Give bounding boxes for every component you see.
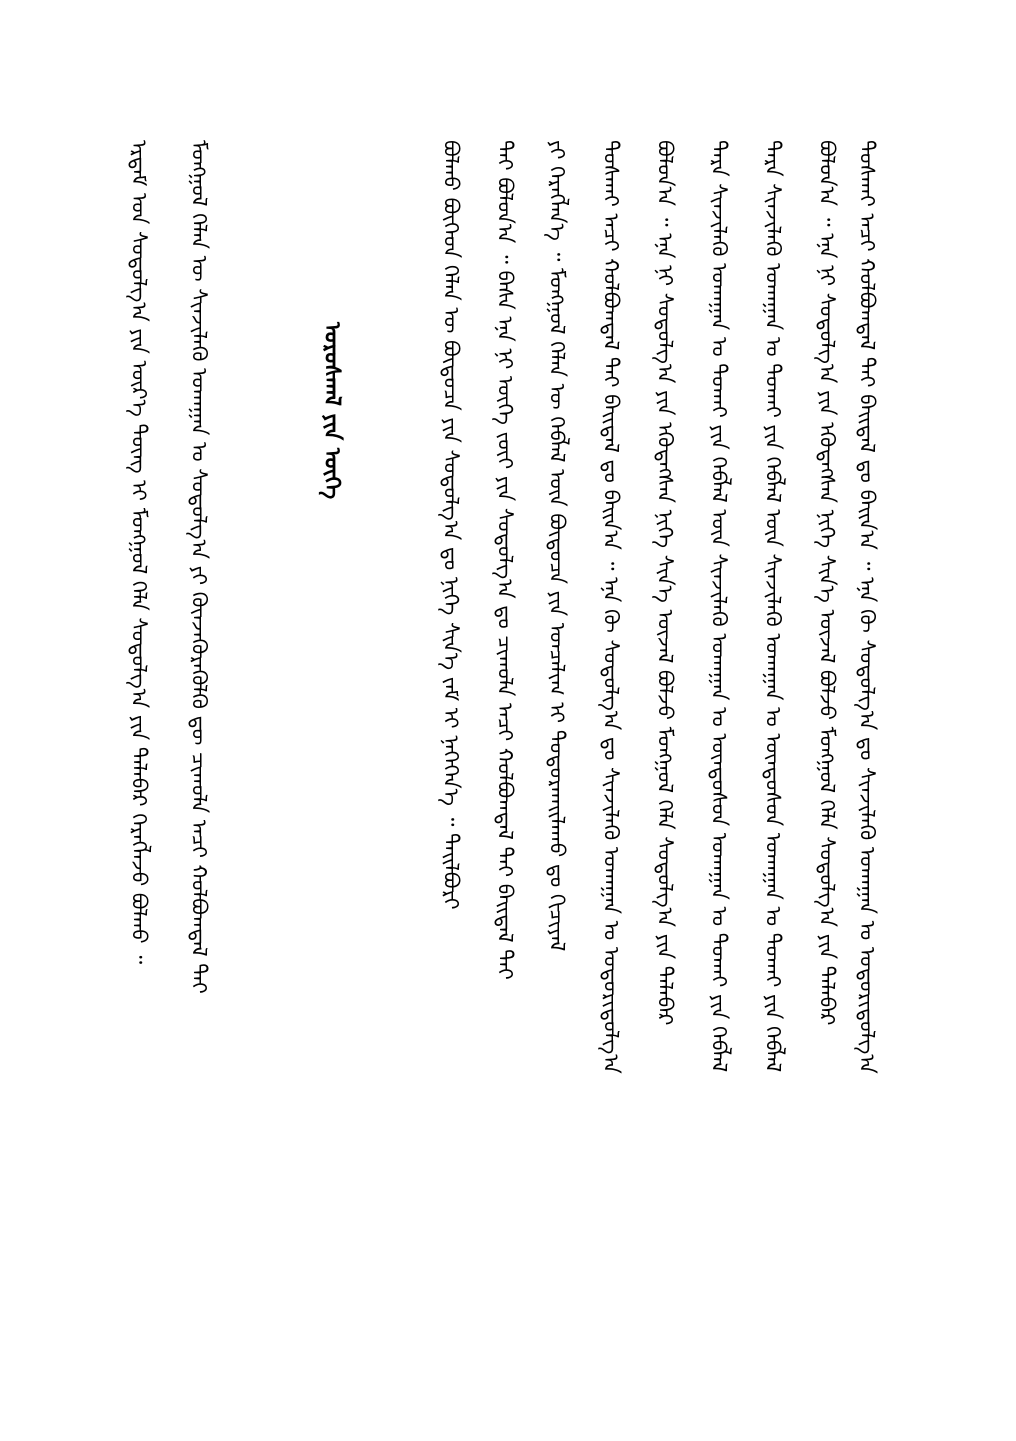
text-line: ᠮᠣᠩᠭᠣᠯ ᠬᠡᠯᠡᠨ ᠦ ᠰᠢᠨᠵᠢᠯᠡᠬᠦ ᠤᠬᠠᠭᠠᠨ ᠤ ᠰᠤᠳᠤᠯᠭ᠎ᠠ ᠶᠢ ᠭᠦᠨᠵᠡᠭᠦᠷᠡᠭᠦᠯᠬᠦ ᠳᠦ ᠴᠢᠬᠤᠯᠠ ᠠᠴᠢ ᠬᠣᠯᠪᠣᠭᠳᠠᠯ ᠲᠠᠢ <box>187 140 211 994</box>
text-line: ᠲᠡᠷᠡ ᠰᠢᠨᠵᠢᠯᠡᠬᠦ ᠤᠬᠠᠭᠠᠨ ᠤ ᠲᠤᠬᠠᠢ ᠶᠢᠨ ᠬᠡᠪᠯᠡᠯ ᠦᠨ ᠰᠢᠨᠵᠢᠯᠡᠬᠦ ᠤᠬᠠᠭᠠᠨ ᠤ ᠦᠨᠳᠦᠰᠦᠨ ᠤᠬᠠᠭᠠᠨ ᠤ ᠲᠤᠬᠠᠢ ᠶᠢᠨ ᠬᠡᠪᠯᠡᠯ <box>761 140 785 1073</box>
text-line: ᠶᠢ ᠬᠡᠷᠡᠭᠯᠡᠨ᠎ᠡ ᠃ ᠮᠣᠩᠭᠣᠯ ᠬᠡᠯᠡᠨ ᠦ ᠬᠡᠪᠯᠡᠯ ᠦᠨ ᠪᠦᠲᠦᠴᠡ ᠶᠢᠨ ᠣᠨᠴᠠᠯᠢᠭ ᠢ ᠲᠣᠳᠣᠷᠬᠠᠢᠯᠠᠬᠤ ᠳᠤ ᠬᠢᠴᠢᠶᠡᠯ <box>545 140 569 952</box>
text-line: ᠪᠣᠯᠬᠤ ᠪᠥᠭᠡᠳ ᠬᠡᠯᠡᠨ ᠦ ᠪᠦᠲᠦᠴᠡ ᠶᠢᠨ ᠰᠤᠳᠤᠯᠭ᠎ᠠ ᠳᠤ ᠨᠢᠭᠡ ᠰᠢᠨ᠎ᠡ ᠵᠠᠮ ᠢ ᠨᠡᠭᠡᠭᠡᠨ᠎ᠡ ᠃ ᠲᠠᠢᠯᠪᠤᠷᠢ <box>439 140 463 910</box>
section-title: ᠤᠷᠤᠰᠬᠠᠯ ᠶᠢᠨ ᠦᠭᠡ <box>319 322 344 500</box>
text-line: ᠲᠤᠰᠬᠠᠢ ᠠᠴᠢ ᠬᠣᠯᠪᠣᠭᠳᠠᠯ ᠲᠠᠢ ᠪᠠᠢᠳᠠᠯ ᠳᠤ ᠪᠠᠢᠨ᠎ᠠ ᠃ ᠡᠨᠡ ᠬᠦ ᠰᠤᠳᠤᠯᠭ᠎ᠠ ᠳᠤ ᠰᠢᠨᠵᠢᠯᠡᠬᠦ ᠤᠬᠠᠭᠠᠨ ᠤ ᠤᠳᠤᠷᠢᠳᠤᠯᠭ᠎ᠠ <box>855 140 879 1074</box>
text-line: ᠡᠷᠳᠡᠮ ᠤᠨ ᠰᠤᠳᠤᠯᠭ᠎ᠠ ᠶᠢᠨ ᠦᠷ᠎ᠡ ᠳᠦᠩ ᠢ ᠮᠣᠩᠭᠣᠯ ᠬᠡᠯᠡ ᠰᠤᠳᠤᠯᠭ᠎ᠠ ᠶᠢᠨ ᠲᠠᠯᠠᠪᠠᠷ ᠬᠡᠷᠡᠭᠯᠡᠵᠦ ᠪᠣᠯᠬᠤ ᠃ <box>127 140 151 965</box>
text-line: ᠪᠣᠯᠤᠨ᠎ᠠ ᠃ ᠡᠨᠡ ᠨᠢ ᠰᠤᠳᠤᠯᠭ᠎ᠠ ᠶᠢᠨ ᠡᠭᠦᠳᠡᠭᠰᠡᠨ ᠨᠢᠭᠡ ᠰᠢᠨ᠎ᠡ ᠦᠵᠡᠯ ᠪᠣᠯᠵᠤ ᠮᠣᠩᠭᠣᠯ ᠬᠡᠯᠡ ᠰᠤᠳᠤᠯᠭ᠎ᠠ ᠶᠢᠨ ᠲᠠᠯᠠᠪᠠᠷ <box>815 140 839 1026</box>
text-line: ᠲᠤᠰᠬᠠᠢ ᠠᠴᠢ ᠬᠣᠯᠪᠣᠭᠳᠠᠯ ᠲᠠᠢ ᠪᠠᠢᠳᠠᠯ ᠳᠤ ᠪᠠᠢᠨ᠎ᠠ ᠃ ᠡᠨᠡ ᠬᠦ ᠰᠤᠳᠤᠯᠭ᠎ᠠ ᠳᠤ ᠰᠢᠨᠵᠢᠯᠡᠬᠦ ᠤᠬᠠᠭᠠᠨ ᠤ ᠤᠳᠤᠷᠢᠳᠤᠯᠭ᠎ᠠ <box>599 140 623 1074</box>
text-line: ᠲᠡᠷᠡ ᠰᠢᠨᠵᠢᠯᠡᠬᠦ ᠤᠬᠠᠭᠠᠨ ᠤ ᠲᠤᠬᠠᠢ ᠶᠢᠨ ᠬᠡᠪᠯᠡᠯ ᠦᠨ ᠰᠢᠨᠵᠢᠯᠡᠬᠦ ᠤᠬᠠᠭᠠᠨ ᠤ ᠦᠨᠳᠦᠰᠦᠨ ᠤᠬᠠᠭᠠᠨ ᠤ ᠲᠤᠬᠠᠢ ᠶᠢᠨ ᠬᠡᠪᠯᠡᠯ <box>707 140 731 1073</box>
text-line: ᠪᠣᠯᠤᠨ᠎ᠠ ᠃ ᠡᠨᠡ ᠨᠢ ᠰᠤᠳᠤᠯᠭ᠎ᠠ ᠶᠢᠨ ᠡᠭᠦᠳᠡᠭᠰᠡᠨ ᠨᠢᠭᠡ ᠰᠢᠨ᠎ᠡ ᠦᠵᠡᠯ ᠪᠣᠯᠵᠤ ᠮᠣᠩᠭᠣᠯ ᠬᠡᠯᠡ ᠰᠤᠳᠤᠯᠭ᠎ᠠ ᠶᠢᠨ ᠲᠠᠯᠠᠪᠠᠷ <box>653 140 677 1026</box>
text-line: ᠲᠠᠢ ᠪᠣᠯᠤᠨ᠎ᠠ ᠃ ᠪᠠᠰᠠ ᠡᠨᠡ ᠨᠢ ᠦᠭᠡ ᠵᠦᠢ ᠶᠢᠨ ᠰᠤᠳᠤᠯᠭ᠎ᠠ ᠳᠤ ᠴᠢᠬᠤᠯᠠ ᠠᠴᠢ ᠬᠣᠯᠪᠣᠭᠳᠠᠯ ᠲᠠᠢ ᠪᠠᠢᠳᠠᠯ ᠲᠠᠢ <box>493 140 517 980</box>
